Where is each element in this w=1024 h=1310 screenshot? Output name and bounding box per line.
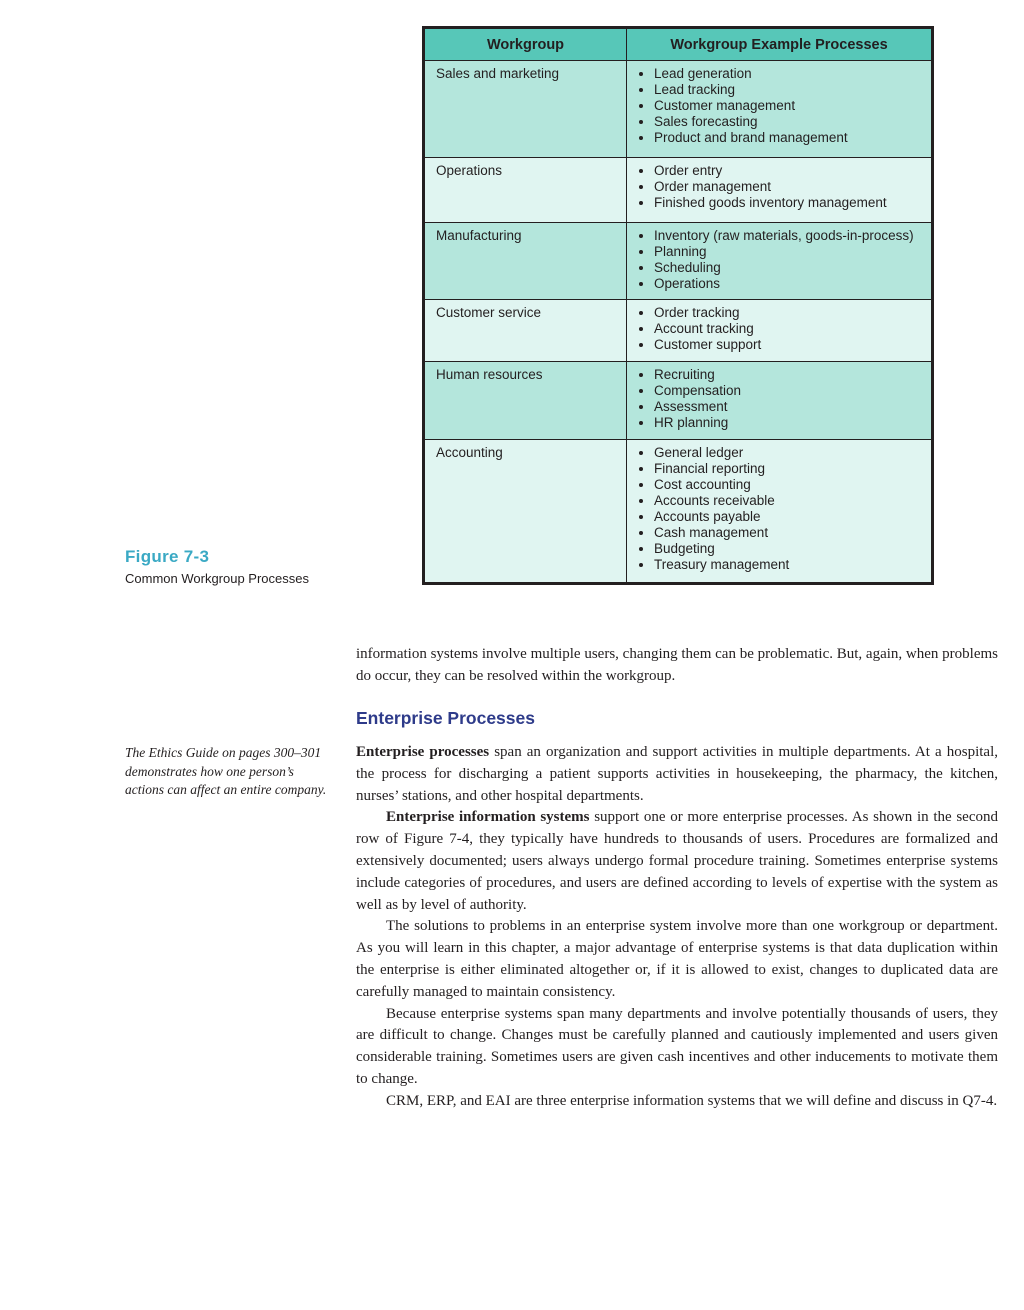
paragraph-1 <box>356 742 998 807</box>
process-item: • Order management <box>654 179 925 195</box>
workgroup-cell: Sales and marketing <box>424 61 627 158</box>
process-item: • Accounts receivable <box>654 493 925 509</box>
processes-cell <box>627 362 933 440</box>
process-list <box>638 163 925 211</box>
workgroup-cell: Manufacturing <box>424 223 627 300</box>
process-list <box>638 445 925 573</box>
table-row <box>424 158 933 223</box>
process-item: • Order tracking <box>654 305 925 321</box>
process-item: • Accounts payable <box>654 509 925 525</box>
process-item: • Lead generation <box>654 66 925 82</box>
process-item: • Cash management <box>654 525 925 541</box>
processes-cell <box>627 300 933 362</box>
table-row <box>424 61 933 158</box>
process-item: • Product and brand management <box>654 130 925 146</box>
table-row <box>424 440 933 584</box>
workgroup-cell: Operations <box>424 158 627 223</box>
term-enterprise-processes: Enterprise processes <box>356 744 490 760</box>
workgroup-cell: Human resources <box>424 362 627 440</box>
process-item: • Budgeting <box>654 541 925 557</box>
figure-caption <box>125 547 309 586</box>
margin-note: The Ethics Guide on pages 300–301 demonstrates how one person’s actions can affect an entire company. <box>125 745 327 797</box>
process-item: • Assessment <box>654 399 925 415</box>
process-item: • Operations <box>654 276 925 292</box>
process-item: • Lead tracking <box>654 82 925 98</box>
process-item: • Order entry <box>654 163 925 179</box>
process-list <box>638 305 925 353</box>
process-item: • Scheduling <box>654 260 925 276</box>
process-list <box>638 228 925 292</box>
workgroup-column-header: Workgroup <box>424 28 627 61</box>
section-body <box>356 742 998 1113</box>
term-enterprise-information-systems: Enterprise information systems <box>386 809 590 826</box>
paragraph-1-text: span an organization and support activities in multiple departments. At a hospital, the process for discharging a patient supports activities in housekeeping, the pharmacy, the kitchen, nurses’ stations, and other hospital departments. <box>356 744 998 804</box>
process-item: • Account tracking <box>654 321 925 337</box>
table-body <box>424 61 933 584</box>
process-item: • Treasury management <box>654 557 925 573</box>
paragraph-3: The solutions to problems in an enterprise system involve more than one workgroup or department. As you will learn in this chapter, a major advantage of enterprise systems is that data duplication within the enterprise is either eliminated altogether or, if it is allowed to exist, changes to duplicated data are carefully managed to maintain consistency. <box>356 918 998 1000</box>
processes-cell <box>627 158 933 223</box>
intro-paragraph: information systems involve multiple users, changing them can be problematic. But, again, when problems do occur, they can be resolved within the workgroup. <box>356 646 998 684</box>
process-item: • General ledger <box>654 445 925 461</box>
intro-paragraph-block <box>356 644 998 688</box>
process-item: • Sales forecasting <box>654 114 925 130</box>
process-item: • Cost accounting <box>654 477 925 493</box>
process-item: • HR planning <box>654 415 925 431</box>
process-item: • Inventory (raw materials, goods-in-process) <box>654 228 925 244</box>
workgroup-processes-table <box>422 26 934 585</box>
process-item: • Customer management <box>654 98 925 114</box>
processes-cell <box>627 440 933 584</box>
process-item: • Customer support <box>654 337 925 353</box>
workgroup-cell: Accounting <box>424 440 627 584</box>
process-item: • Recruiting <box>654 367 925 383</box>
section-heading: Enterprise Processes <box>356 708 535 728</box>
table-row <box>424 362 933 440</box>
table-header-row <box>424 28 933 61</box>
process-item: • Finished goods inventory management <box>654 195 925 211</box>
process-item: • Financial reporting <box>654 461 925 477</box>
paragraph-5: CRM, ERP, and EAI are three enterprise information systems that we will define and discuss in Q7-4. <box>386 1092 998 1109</box>
figure-label: Figure 7-3 <box>125 547 210 566</box>
table-row <box>424 223 933 300</box>
processes-cell <box>627 223 933 300</box>
processes-cell <box>627 61 933 158</box>
paragraph-2 <box>356 807 998 916</box>
table-row <box>424 300 933 362</box>
processes-column-header: Workgroup Example Processes <box>627 28 933 61</box>
workgroup-cell: Customer service <box>424 300 627 362</box>
process-item: • Compensation <box>654 383 925 399</box>
process-list <box>638 66 925 146</box>
paragraph-4: Because enterprise systems span many departments and involve potentially thousands of users, they are difficult to change. Changes must be carefully planned and cautiously implemented and users given considerable training. Sometimes users are given cash incentives and other inducements to motivate them to change. <box>356 1005 998 1087</box>
paragraph-2-text: support one or more enterprise processes. As shown in the second row of Figure 7-4, they typically have hundreds to thousands of users. Procedures are formalized and extensively documented; users always undergo formal procedure training. Sometimes enterprise systems include categories of procedures, and users are defined according to levels of expertise with the system as well as by level of authority. <box>356 809 998 913</box>
process-item: • Planning <box>654 244 925 260</box>
process-list <box>638 367 925 431</box>
figure-title: Common Workgroup Processes <box>125 571 309 586</box>
